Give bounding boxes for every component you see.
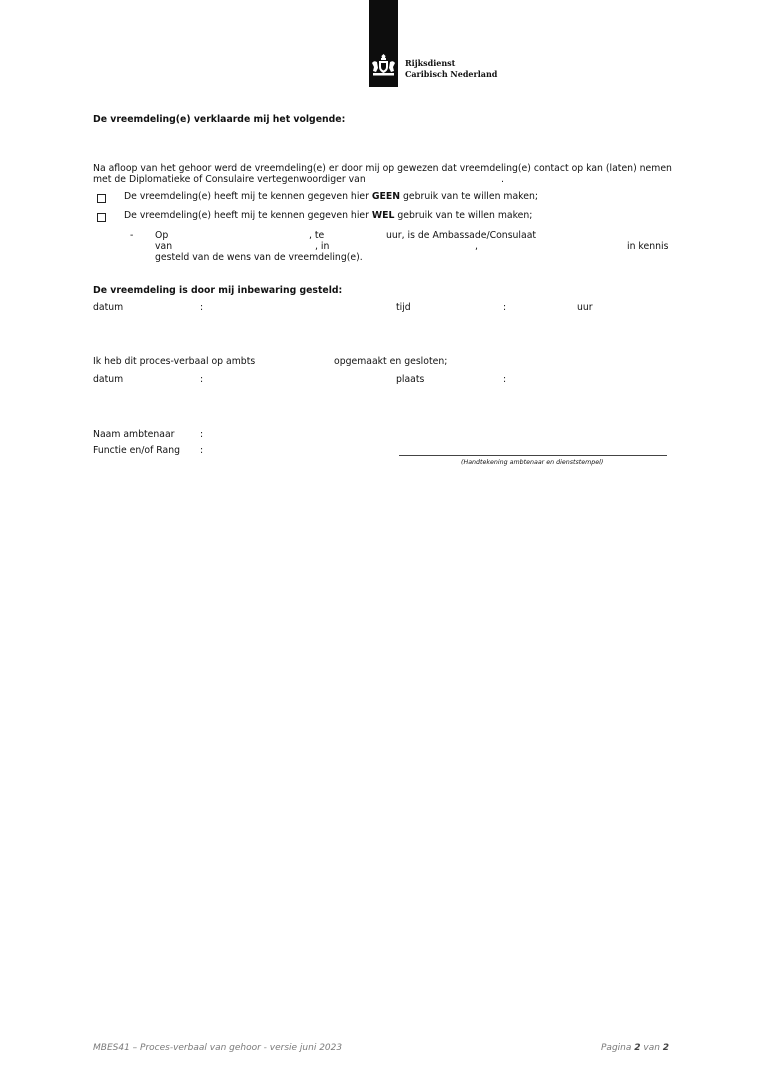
statement-heading: De vreemdeling(e) verklaarde mij het volgende: xyxy=(93,114,346,125)
closing-text-2: opgemaakt en gesloten; xyxy=(334,356,448,367)
custody-tijd-label: tijd xyxy=(396,302,411,313)
embassy-van: van xyxy=(155,241,173,252)
option-wel-text: De vreemdeling(e) heeft mij te kennen gegeven hier WEL gebruik van te willen maken; xyxy=(124,210,533,221)
footer-document-title: MBES41 – Proces-verbaal van gehoor - versie juni 2023 xyxy=(93,1043,343,1053)
custody-datum-label: datum xyxy=(93,302,124,313)
custody-uur-label: uur xyxy=(577,302,593,313)
embassy-in-kennis: in kennis xyxy=(627,241,669,252)
logo-bar xyxy=(369,0,398,87)
embassy-line3: gesteld van de wens van de vreemdeling(e). xyxy=(155,252,363,263)
embassy-uur: uur, is de Ambassade/Consulaat xyxy=(386,230,537,241)
closing-datum-label: datum xyxy=(93,374,124,385)
official-function-colon: : xyxy=(200,445,204,456)
option-wel-checkbox[interactable] xyxy=(97,213,106,222)
embassy-op: Op xyxy=(155,230,169,241)
official-name-colon: : xyxy=(200,429,204,440)
official-name-label: Naam ambtenaar xyxy=(93,429,175,440)
embassy-dash: - xyxy=(130,230,134,241)
embassy-te: , te xyxy=(309,230,325,241)
footer-page-number: Pagina 2 van 2 xyxy=(601,1043,670,1053)
custody-tijd-colon: : xyxy=(503,302,507,313)
notice-line-2: met de Diplomatieke of Consulaire vertegenwoordiger van xyxy=(93,174,366,185)
closing-plaats-colon: : xyxy=(503,374,507,385)
coat-of-arms-icon xyxy=(371,54,396,78)
org-name-line2: Caribisch Nederland xyxy=(405,69,498,79)
notice-line-2-end: . xyxy=(501,174,504,185)
option-geen-checkbox[interactable] xyxy=(97,194,106,203)
embassy-comma: , xyxy=(475,241,478,252)
notice-line-1: Na afloop van het gehoor werd de vreemdeling(e) er door mij op gewezen dat vreemdeling(e) contact op kan (laten) nemen xyxy=(93,163,672,174)
closing-datum-colon: : xyxy=(200,374,204,385)
custody-datum-colon: : xyxy=(200,302,204,313)
option-geen-text: De vreemdeling(e) heeft mij te kennen gegeven hier GEEN gebruik van te willen maken; xyxy=(124,191,538,202)
embassy-in: , in xyxy=(315,241,330,252)
signature-line xyxy=(399,455,667,456)
org-name-line1: Rijksdienst xyxy=(405,58,456,68)
custody-heading: De vreemdeling is door mij inbewaring gesteld: xyxy=(93,285,343,296)
signature-caption: (Handtekening ambtenaar en dienststempel) xyxy=(461,459,604,466)
official-function-label: Functie en/of Rang xyxy=(93,445,181,456)
closing-plaats-label: plaats xyxy=(396,374,425,385)
closing-text-1: Ik heb dit proces-verbaal op ambts xyxy=(93,356,256,367)
